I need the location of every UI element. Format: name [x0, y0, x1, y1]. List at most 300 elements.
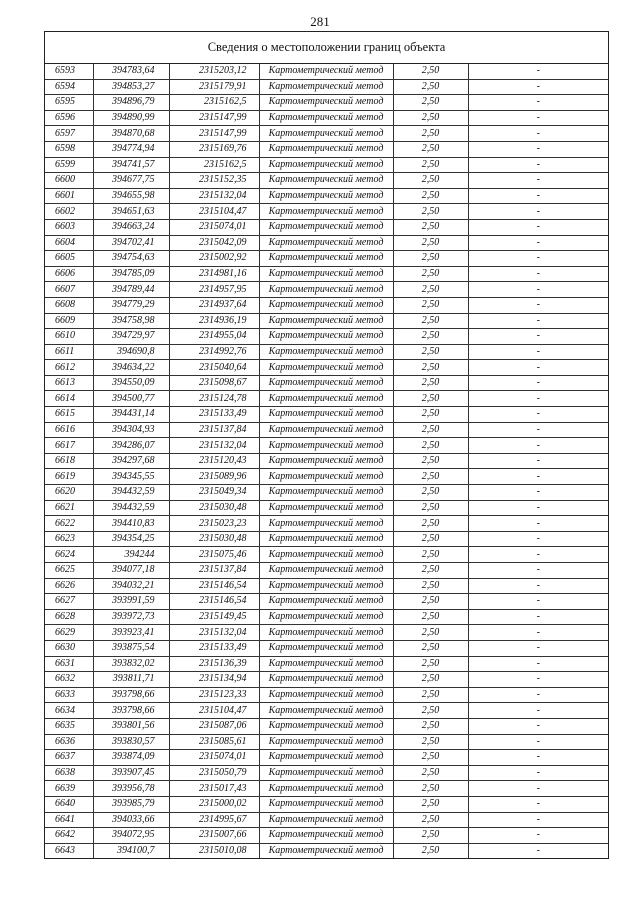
method-cell: Картометрический метод	[259, 282, 393, 298]
x-coordinate-cell: 394550,09	[93, 375, 169, 391]
point-number-cell: 6635	[45, 718, 93, 734]
table-row	[45, 235, 608, 251]
accuracy-cell: 2,50	[393, 672, 468, 688]
point-number-cell: 6614	[45, 391, 93, 407]
y-coordinate-cell: 2315179,91	[169, 79, 259, 95]
y-coordinate-cell: 2315104,47	[169, 703, 259, 719]
x-coordinate-cell: 394100,7	[93, 843, 169, 858]
y-coordinate-cell: 2315137,84	[169, 422, 259, 438]
point-number-cell: 6607	[45, 282, 93, 298]
y-coordinate-cell: 2315085,61	[169, 734, 259, 750]
coordinates-table	[45, 64, 608, 858]
point-number-cell: 6641	[45, 812, 93, 828]
point-number-cell: 6593	[45, 64, 93, 79]
accuracy-cell: 2,50	[393, 173, 468, 189]
table-row	[45, 438, 608, 454]
method-cell: Картометрический метод	[259, 812, 393, 828]
point-number-cell: 6608	[45, 297, 93, 313]
y-coordinate-cell: 2315147,99	[169, 126, 259, 142]
method-cell: Картометрический метод	[259, 516, 393, 532]
accuracy-cell: 2,50	[393, 391, 468, 407]
table-row	[45, 453, 608, 469]
table-row	[45, 407, 608, 423]
point-number-cell: 6602	[45, 204, 93, 220]
x-coordinate-cell: 394785,09	[93, 266, 169, 282]
x-coordinate-cell: 394354,25	[93, 531, 169, 547]
description-cell: -	[468, 469, 608, 485]
y-coordinate-cell: 2314992,76	[169, 344, 259, 360]
accuracy-cell: 2,50	[393, 360, 468, 376]
x-coordinate-cell: 393875,54	[93, 640, 169, 656]
accuracy-cell: 2,50	[393, 781, 468, 797]
x-coordinate-cell: 393985,79	[93, 796, 169, 812]
description-cell: -	[468, 656, 608, 672]
point-number-cell: 6603	[45, 219, 93, 235]
x-coordinate-cell: 394783,64	[93, 64, 169, 79]
table-row	[45, 734, 608, 750]
y-coordinate-cell: 2315137,84	[169, 563, 259, 579]
accuracy-cell: 2,50	[393, 750, 468, 766]
x-coordinate-cell: 394072,95	[93, 828, 169, 844]
point-number-cell: 6623	[45, 531, 93, 547]
accuracy-cell: 2,50	[393, 594, 468, 610]
table-row	[45, 703, 608, 719]
point-number-cell: 6613	[45, 375, 93, 391]
y-coordinate-cell: 2314937,64	[169, 297, 259, 313]
point-number-cell: 6632	[45, 672, 93, 688]
description-cell: -	[468, 594, 608, 610]
point-number-cell: 6640	[45, 796, 93, 812]
accuracy-cell: 2,50	[393, 95, 468, 111]
method-cell: Картометрический метод	[259, 453, 393, 469]
x-coordinate-cell: 394431,14	[93, 407, 169, 423]
y-coordinate-cell: 2315040,64	[169, 360, 259, 376]
y-coordinate-cell: 2315050,79	[169, 765, 259, 781]
y-coordinate-cell: 2315152,35	[169, 173, 259, 189]
x-coordinate-cell: 394304,93	[93, 422, 169, 438]
description-cell: -	[468, 609, 608, 625]
method-cell: Картометрический метод	[259, 594, 393, 610]
x-coordinate-cell: 393972,73	[93, 609, 169, 625]
method-cell: Картометрический метод	[259, 672, 393, 688]
method-cell: Картометрический метод	[259, 313, 393, 329]
y-coordinate-cell: 2315120,43	[169, 453, 259, 469]
table-row	[45, 266, 608, 282]
x-coordinate-cell: 394789,44	[93, 282, 169, 298]
point-number-cell: 6606	[45, 266, 93, 282]
accuracy-cell: 2,50	[393, 438, 468, 454]
table-row	[45, 656, 608, 672]
method-cell: Картометрический метод	[259, 500, 393, 516]
accuracy-cell: 2,50	[393, 157, 468, 173]
accuracy-cell: 2,50	[393, 297, 468, 313]
x-coordinate-cell: 394758,98	[93, 313, 169, 329]
description-cell: -	[468, 329, 608, 345]
y-coordinate-cell: 2315010,08	[169, 843, 259, 858]
description-cell: -	[468, 126, 608, 142]
point-number-cell: 6612	[45, 360, 93, 376]
accuracy-cell: 2,50	[393, 422, 468, 438]
table-row	[45, 110, 608, 126]
accuracy-cell: 2,50	[393, 407, 468, 423]
point-number-cell: 6639	[45, 781, 93, 797]
y-coordinate-cell: 2315169,76	[169, 141, 259, 157]
method-cell: Картометрический метод	[259, 219, 393, 235]
accuracy-cell: 2,50	[393, 126, 468, 142]
method-cell: Картометрический метод	[259, 79, 393, 95]
x-coordinate-cell: 394890,99	[93, 110, 169, 126]
x-coordinate-cell: 394032,21	[93, 578, 169, 594]
accuracy-cell: 2,50	[393, 843, 468, 858]
description-cell: -	[468, 375, 608, 391]
table-row	[45, 625, 608, 641]
accuracy-cell: 2,50	[393, 531, 468, 547]
x-coordinate-cell: 394651,63	[93, 204, 169, 220]
description-cell: -	[468, 204, 608, 220]
description-cell: -	[468, 360, 608, 376]
point-number-cell: 6616	[45, 422, 93, 438]
method-cell: Картометрический метод	[259, 157, 393, 173]
method-cell: Картометрический метод	[259, 110, 393, 126]
y-coordinate-cell: 2315146,54	[169, 594, 259, 610]
x-coordinate-cell: 394634,22	[93, 360, 169, 376]
x-coordinate-cell: 394345,55	[93, 469, 169, 485]
method-cell: Картометрический метод	[259, 344, 393, 360]
description-cell: -	[468, 531, 608, 547]
table-row	[45, 547, 608, 563]
table-row	[45, 95, 608, 111]
point-number-cell: 6617	[45, 438, 93, 454]
description-cell: -	[468, 765, 608, 781]
x-coordinate-cell: 394077,18	[93, 563, 169, 579]
x-coordinate-cell: 394033,66	[93, 812, 169, 828]
table-row	[45, 329, 608, 345]
accuracy-cell: 2,50	[393, 313, 468, 329]
table-row	[45, 141, 608, 157]
x-coordinate-cell: 394500,77	[93, 391, 169, 407]
method-cell: Картометрический метод	[259, 609, 393, 625]
method-cell: Картометрический метод	[259, 703, 393, 719]
table-row	[45, 282, 608, 298]
description-cell: -	[468, 95, 608, 111]
method-cell: Картометрический метод	[259, 126, 393, 142]
description-cell: -	[468, 188, 608, 204]
coordinates-table-body	[45, 64, 608, 858]
x-coordinate-cell: 394896,79	[93, 95, 169, 111]
y-coordinate-cell: 2315042,09	[169, 235, 259, 251]
method-cell: Картометрический метод	[259, 625, 393, 641]
y-coordinate-cell: 2314957,95	[169, 282, 259, 298]
method-cell: Картометрический метод	[259, 750, 393, 766]
accuracy-cell: 2,50	[393, 563, 468, 579]
method-cell: Картометрический метод	[259, 64, 393, 79]
point-number-cell: 6636	[45, 734, 93, 750]
y-coordinate-cell: 2315147,99	[169, 110, 259, 126]
description-cell: -	[468, 173, 608, 189]
table-row	[45, 843, 608, 858]
x-coordinate-cell: 394870,68	[93, 126, 169, 142]
point-number-cell: 6628	[45, 609, 93, 625]
description-cell: -	[468, 843, 608, 858]
accuracy-cell: 2,50	[393, 375, 468, 391]
accuracy-cell: 2,50	[393, 266, 468, 282]
x-coordinate-cell: 393798,66	[93, 687, 169, 703]
section-title: Сведения о местоположении границ объекта	[45, 32, 608, 64]
y-coordinate-cell: 2315133,49	[169, 407, 259, 423]
description-cell: -	[468, 391, 608, 407]
method-cell: Картометрический метод	[259, 796, 393, 812]
table-row	[45, 500, 608, 516]
description-cell: -	[468, 547, 608, 563]
accuracy-cell: 2,50	[393, 812, 468, 828]
x-coordinate-cell: 393801,56	[93, 718, 169, 734]
description-cell: -	[468, 422, 608, 438]
description-cell: -	[468, 157, 608, 173]
point-number-cell: 6630	[45, 640, 93, 656]
x-coordinate-cell: 393991,59	[93, 594, 169, 610]
description-cell: -	[468, 79, 608, 95]
y-coordinate-cell: 2315134,94	[169, 672, 259, 688]
method-cell: Картометрический метод	[259, 469, 393, 485]
description-cell: -	[468, 640, 608, 656]
method-cell: Картометрический метод	[259, 547, 393, 563]
table-row	[45, 609, 608, 625]
method-cell: Картометрический метод	[259, 188, 393, 204]
x-coordinate-cell: 394432,59	[93, 485, 169, 501]
table-row	[45, 781, 608, 797]
x-coordinate-cell: 394244	[93, 547, 169, 563]
y-coordinate-cell: 2314936,19	[169, 313, 259, 329]
description-cell: -	[468, 453, 608, 469]
description-cell: -	[468, 64, 608, 79]
method-cell: Картометрический метод	[259, 141, 393, 157]
description-cell: -	[468, 219, 608, 235]
table-row	[45, 173, 608, 189]
method-cell: Картометрический метод	[259, 297, 393, 313]
point-number-cell: 6604	[45, 235, 93, 251]
y-coordinate-cell: 2315074,01	[169, 219, 259, 235]
method-cell: Картометрический метод	[259, 235, 393, 251]
accuracy-cell: 2,50	[393, 251, 468, 267]
point-number-cell: 6598	[45, 141, 93, 157]
description-cell: -	[468, 141, 608, 157]
x-coordinate-cell: 394729,97	[93, 329, 169, 345]
description-cell: -	[468, 110, 608, 126]
y-coordinate-cell: 2315124,78	[169, 391, 259, 407]
point-number-cell: 6621	[45, 500, 93, 516]
accuracy-cell: 2,50	[393, 703, 468, 719]
y-coordinate-cell: 2315132,04	[169, 438, 259, 454]
description-cell: -	[468, 578, 608, 594]
y-coordinate-cell: 2315162,5	[169, 157, 259, 173]
y-coordinate-cell: 2315136,39	[169, 656, 259, 672]
description-cell: -	[468, 781, 608, 797]
table-row	[45, 485, 608, 501]
table-row	[45, 64, 608, 79]
y-coordinate-cell: 2315146,54	[169, 578, 259, 594]
description-cell: -	[468, 407, 608, 423]
description-cell: -	[468, 563, 608, 579]
y-coordinate-cell: 2315007,66	[169, 828, 259, 844]
point-number-cell: 6615	[45, 407, 93, 423]
accuracy-cell: 2,50	[393, 141, 468, 157]
accuracy-cell: 2,50	[393, 79, 468, 95]
table-row	[45, 188, 608, 204]
y-coordinate-cell: 2315030,48	[169, 500, 259, 516]
description-cell: -	[468, 485, 608, 501]
point-number-cell: 6642	[45, 828, 93, 844]
table-row	[45, 672, 608, 688]
table-row	[45, 687, 608, 703]
method-cell: Картометрический метод	[259, 438, 393, 454]
point-number-cell: 6601	[45, 188, 93, 204]
y-coordinate-cell: 2315049,34	[169, 485, 259, 501]
accuracy-cell: 2,50	[393, 656, 468, 672]
accuracy-cell: 2,50	[393, 485, 468, 501]
accuracy-cell: 2,50	[393, 547, 468, 563]
accuracy-cell: 2,50	[393, 282, 468, 298]
x-coordinate-cell: 393830,57	[93, 734, 169, 750]
accuracy-cell: 2,50	[393, 828, 468, 844]
description-cell: -	[468, 703, 608, 719]
y-coordinate-cell: 2314981,16	[169, 266, 259, 282]
description-cell: -	[468, 625, 608, 641]
x-coordinate-cell: 394432,59	[93, 500, 169, 516]
method-cell: Картометрический метод	[259, 329, 393, 345]
y-coordinate-cell: 2315132,04	[169, 188, 259, 204]
accuracy-cell: 2,50	[393, 188, 468, 204]
method-cell: Картометрический метод	[259, 765, 393, 781]
accuracy-cell: 2,50	[393, 110, 468, 126]
method-cell: Картометрический метод	[259, 563, 393, 579]
x-coordinate-cell: 394779,29	[93, 297, 169, 313]
point-number-cell: 6619	[45, 469, 93, 485]
method-cell: Картометрический метод	[259, 266, 393, 282]
method-cell: Картометрический метод	[259, 828, 393, 844]
page-number: 281	[310, 14, 330, 29]
point-number-cell: 6622	[45, 516, 93, 532]
point-number-cell: 6618	[45, 453, 93, 469]
x-coordinate-cell: 394741,57	[93, 157, 169, 173]
x-coordinate-cell: 393811,71	[93, 672, 169, 688]
x-coordinate-cell: 393874,09	[93, 750, 169, 766]
table-row	[45, 375, 608, 391]
description-cell: -	[468, 297, 608, 313]
method-cell: Картометрический метод	[259, 640, 393, 656]
table-row	[45, 391, 608, 407]
point-number-cell: 6594	[45, 79, 93, 95]
method-cell: Картометрический метод	[259, 251, 393, 267]
table-row	[45, 79, 608, 95]
method-cell: Картометрический метод	[259, 843, 393, 858]
x-coordinate-cell: 394655,98	[93, 188, 169, 204]
x-coordinate-cell: 394286,07	[93, 438, 169, 454]
method-cell: Картометрический метод	[259, 407, 393, 423]
x-coordinate-cell: 393907,45	[93, 765, 169, 781]
table-row	[45, 219, 608, 235]
table-row	[45, 796, 608, 812]
accuracy-cell: 2,50	[393, 64, 468, 79]
point-number-cell: 6596	[45, 110, 93, 126]
method-cell: Картометрический метод	[259, 422, 393, 438]
point-number-cell: 6599	[45, 157, 93, 173]
accuracy-cell: 2,50	[393, 219, 468, 235]
accuracy-cell: 2,50	[393, 765, 468, 781]
x-coordinate-cell: 394663,24	[93, 219, 169, 235]
table-row	[45, 469, 608, 485]
accuracy-cell: 2,50	[393, 453, 468, 469]
y-coordinate-cell: 2315002,92	[169, 251, 259, 267]
point-number-cell: 6634	[45, 703, 93, 719]
point-number-cell: 6627	[45, 594, 93, 610]
accuracy-cell: 2,50	[393, 344, 468, 360]
method-cell: Картометрический метод	[259, 485, 393, 501]
point-number-cell: 6631	[45, 656, 93, 672]
point-number-cell: 6626	[45, 578, 93, 594]
description-cell: -	[468, 500, 608, 516]
table-row	[45, 313, 608, 329]
table-row	[45, 750, 608, 766]
y-coordinate-cell: 2315098,67	[169, 375, 259, 391]
boundary-table-frame	[44, 31, 609, 859]
method-cell: Картометрический метод	[259, 578, 393, 594]
description-cell: -	[468, 734, 608, 750]
method-cell: Картометрический метод	[259, 95, 393, 111]
point-number-cell: 6624	[45, 547, 93, 563]
table-row	[45, 765, 608, 781]
y-coordinate-cell: 2315132,04	[169, 625, 259, 641]
description-cell: -	[468, 438, 608, 454]
method-cell: Картометрический метод	[259, 173, 393, 189]
y-coordinate-cell: 2315104,47	[169, 204, 259, 220]
y-coordinate-cell: 2314955,04	[169, 329, 259, 345]
y-coordinate-cell: 2315017,43	[169, 781, 259, 797]
accuracy-cell: 2,50	[393, 687, 468, 703]
x-coordinate-cell: 394774,94	[93, 141, 169, 157]
y-coordinate-cell: 2315023,23	[169, 516, 259, 532]
method-cell: Картометрический метод	[259, 531, 393, 547]
table-row	[45, 204, 608, 220]
description-cell: -	[468, 516, 608, 532]
table-row	[45, 531, 608, 547]
method-cell: Картометрический метод	[259, 360, 393, 376]
table-row	[45, 828, 608, 844]
description-cell: -	[468, 796, 608, 812]
description-cell: -	[468, 235, 608, 251]
point-number-cell: 6611	[45, 344, 93, 360]
accuracy-cell: 2,50	[393, 640, 468, 656]
point-number-cell: 6600	[45, 173, 93, 189]
description-cell: -	[468, 282, 608, 298]
y-coordinate-cell: 2315030,48	[169, 531, 259, 547]
description-cell: -	[468, 750, 608, 766]
accuracy-cell: 2,50	[393, 516, 468, 532]
table-row	[45, 516, 608, 532]
table-row	[45, 718, 608, 734]
accuracy-cell: 2,50	[393, 718, 468, 734]
y-coordinate-cell: 2315133,49	[169, 640, 259, 656]
point-number-cell: 6638	[45, 765, 93, 781]
method-cell: Картометрический метод	[259, 687, 393, 703]
x-coordinate-cell: 393956,78	[93, 781, 169, 797]
x-coordinate-cell: 394297,68	[93, 453, 169, 469]
x-coordinate-cell: 393832,02	[93, 656, 169, 672]
description-cell: -	[468, 344, 608, 360]
table-row	[45, 251, 608, 267]
point-number-cell: 6609	[45, 313, 93, 329]
accuracy-cell: 2,50	[393, 235, 468, 251]
table-row	[45, 422, 608, 438]
